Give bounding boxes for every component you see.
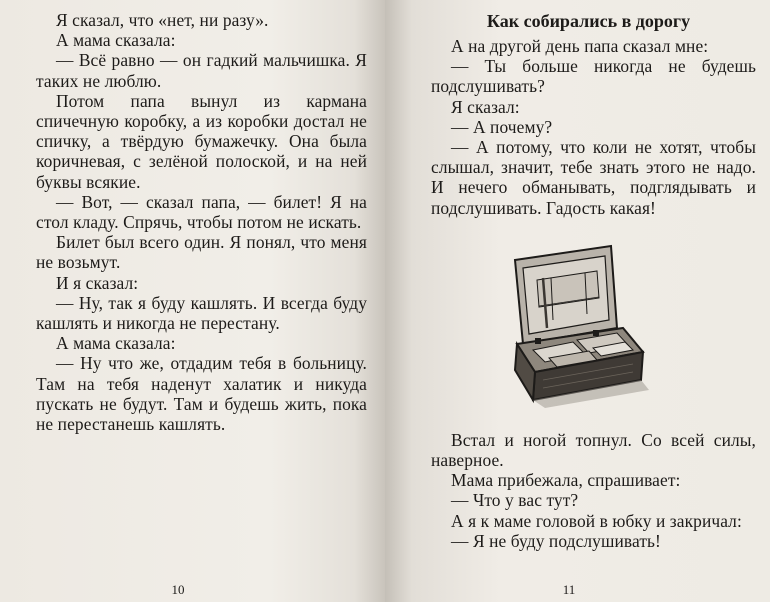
page-number-right: 11 [562,582,576,597]
left-paragraph: А мама сказала: [56,30,176,51]
left-paragraph: Потом папа вынул из кармана спичечную коробку, а из коробки достал не спичку, а твёрдую бумажечку. Она была коричневая, с зелёной полоской, и на ней буквы всякие. [36,90,367,192]
right-paragraph: — Что у вас тут? [451,490,579,511]
right-page [385,0,770,602]
right-paragraph: Мама прибежала, спрашивает: [451,470,681,491]
left-paragraph: — Всё равно — он гадкий мальчишка. Я таких не люблю. [36,50,367,91]
left-paragraph: — Ну, так я буду кашлять. И всегда буду кашлять и никогда не перестану. [36,292,367,334]
left-paragraph: Билет был всего один. Я понял, что меня не возьмут. [36,232,367,273]
right-paragraph: Я сказал: [451,96,520,117]
right-paragraph: А на другой день папа сказал мне: [451,36,709,56]
page-number-left: 10 [171,582,185,597]
suitcase-icon [493,240,653,410]
left-paragraph: Я сказал, что «нет, ни разу». [56,10,269,30]
right-paragraph: — А потому, что коли не хотят, чтобы слышал, значит, тебе знать этого не надо. И нечего обманывать, подглядывать и подслушивать. Гадость какая! [431,137,756,218]
left-paragraph: А мама сказала: [56,333,176,354]
right-paragraph: А я к маме головой в юбку и закричал: [451,510,742,531]
right-page-text-bottom [431,430,756,551]
right-paragraph: Встал и ногой топнул. Со всей силы, наверное. [431,429,756,471]
right-paragraph: — А почему? [451,116,553,137]
right-paragraph: — Ты больше никогда не будешь подслушивать? [431,56,756,97]
left-paragraph: — Вот, — сказал папа, — билет! Я на стол кладу. Спрячь, чтобы потом не искать. [36,191,367,233]
left-paragraph: — Ну что же, отдадим тебя в больницу. Там на тебя наденут халатик и никуда пускать не будут. Там и будешь жить, пока не перестанешь кашлять. [36,353,367,435]
chapter-heading: Как собирались в дорогу [486,11,691,31]
left-page-text [36,10,367,434]
open-suitcase-illustration [493,240,653,410]
right-paragraph: — Я не буду подслушивать! [451,530,661,551]
left-paragraph: И я сказал: [56,272,139,293]
right-page-text-top [431,36,756,218]
